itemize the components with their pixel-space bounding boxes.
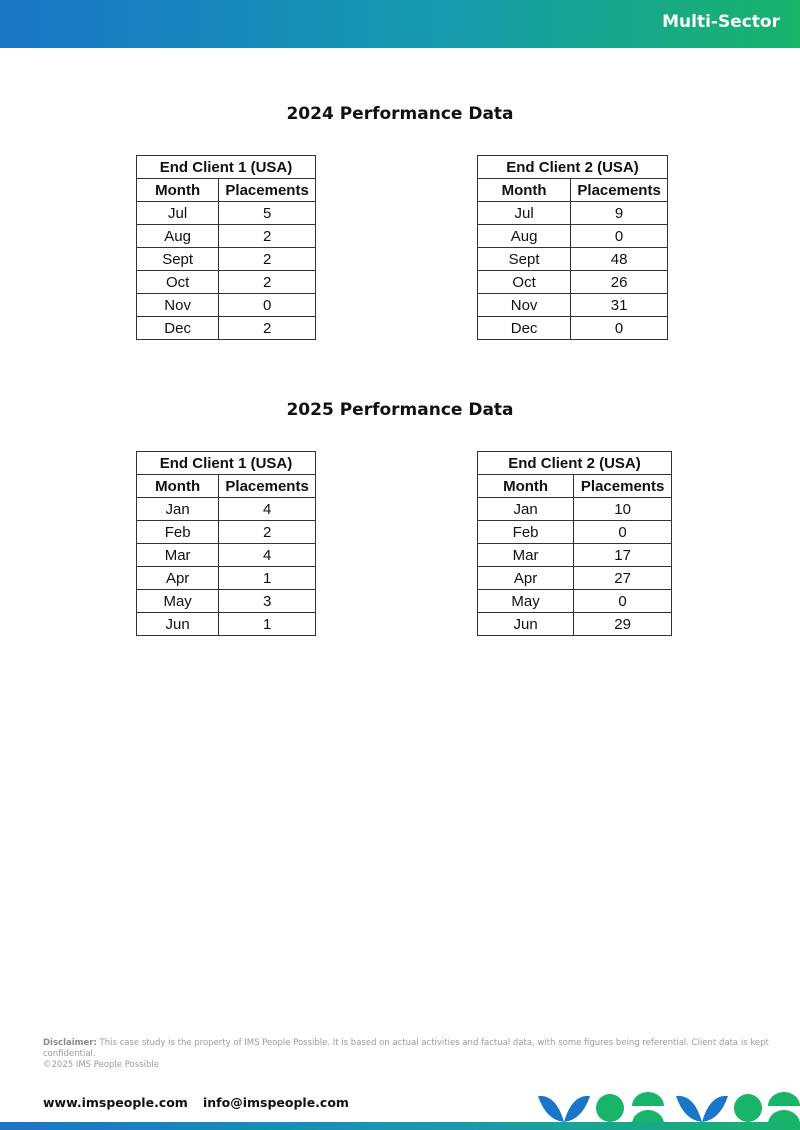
- cell-placements: 29: [574, 613, 672, 636]
- cell-placements: 9: [571, 202, 668, 225]
- email-link[interactable]: info@imspeople.com: [203, 1095, 349, 1110]
- cell-placements: 1: [219, 613, 316, 636]
- table-row: [478, 613, 672, 636]
- section-title-2024: 2024 Performance Data: [286, 104, 514, 124]
- table-2024-client-2: [477, 155, 668, 340]
- cell-placements: 2: [219, 271, 316, 294]
- table-row: [137, 248, 316, 271]
- cell-placements: 10: [574, 498, 672, 521]
- table-row: [478, 225, 668, 248]
- cell-month: Sept: [478, 248, 571, 271]
- table-row: [137, 271, 316, 294]
- disclaimer: [43, 1038, 773, 1071]
- cell-month: Feb: [137, 521, 219, 544]
- table-row: [478, 248, 668, 271]
- cell-month: Oct: [137, 271, 219, 294]
- cell-placements: 48: [571, 248, 668, 271]
- column-header-placements: Placements: [219, 179, 316, 202]
- cell-month: Jul: [478, 202, 571, 225]
- table-caption: End Client 2 (USA): [478, 452, 672, 475]
- cell-month: Dec: [137, 317, 219, 340]
- cell-placements: 0: [574, 521, 672, 544]
- cell-placements: 2: [219, 521, 316, 544]
- table-row: [137, 521, 316, 544]
- cell-placements: 0: [219, 294, 316, 317]
- table-row: [478, 590, 672, 613]
- column-header-placements: Placements: [571, 179, 668, 202]
- cell-placements: 3: [219, 590, 316, 613]
- website-link[interactable]: www.imspeople.com: [43, 1095, 188, 1110]
- header-title: Multi-Sector: [662, 12, 780, 32]
- table-caption: End Client 1 (USA): [137, 452, 316, 475]
- disclaimer-text: This case study is the property of IMS People Possible. It is based on actual activities and factual data, with some figures being referential. Client data is kept confidential.: [43, 1038, 769, 1059]
- cell-month: Jul: [137, 202, 219, 225]
- table-row: [478, 294, 668, 317]
- table-row: [137, 590, 316, 613]
- cell-placements: 17: [574, 544, 672, 567]
- column-header-placements: Placements: [219, 475, 316, 498]
- cell-month: Jun: [137, 613, 219, 636]
- cell-month: May: [478, 590, 574, 613]
- header-bar: [0, 0, 800, 48]
- cell-month: Aug: [478, 225, 571, 248]
- table-row: [137, 317, 316, 340]
- cell-placements: 0: [571, 317, 668, 340]
- cell-month: Jan: [478, 498, 574, 521]
- table-row: [478, 567, 672, 590]
- table-row: [137, 498, 316, 521]
- cell-month: Mar: [478, 544, 574, 567]
- table-row: [478, 202, 668, 225]
- disclaimer-label: Disclaimer:: [43, 1038, 97, 1048]
- cell-placements: 2: [219, 225, 316, 248]
- table-2025-client-1: [136, 451, 316, 636]
- cell-placements: 5: [219, 202, 316, 225]
- cell-placements: 1: [219, 567, 316, 590]
- table-2024-client-1: [136, 155, 316, 340]
- cell-placements: 4: [219, 544, 316, 567]
- cell-placements: 26: [571, 271, 668, 294]
- cell-month: Jan: [137, 498, 219, 521]
- cell-placements: 2: [219, 317, 316, 340]
- column-header-month: Month: [137, 475, 219, 498]
- cell-month: Jun: [478, 613, 574, 636]
- table-caption: End Client 1 (USA): [137, 156, 316, 179]
- table-row: [478, 498, 672, 521]
- table-row: [137, 225, 316, 248]
- footer-bar: [0, 1122, 800, 1130]
- column-header-month: Month: [137, 179, 219, 202]
- column-header-month: Month: [478, 179, 571, 202]
- table-row: [478, 544, 672, 567]
- cell-placements: 4: [219, 498, 316, 521]
- section-title-2025: 2025 Performance Data: [286, 400, 514, 420]
- cell-month: Aug: [137, 225, 219, 248]
- column-header-month: Month: [478, 475, 574, 498]
- table-row: [137, 544, 316, 567]
- brand-logo-icon: [536, 1088, 800, 1124]
- table-row: [478, 521, 672, 544]
- table-row: [137, 202, 316, 225]
- cell-month: Dec: [478, 317, 571, 340]
- table-row: [137, 613, 316, 636]
- table-caption: End Client 2 (USA): [478, 156, 668, 179]
- cell-month: Mar: [137, 544, 219, 567]
- cell-month: Sept: [137, 248, 219, 271]
- table-row: [478, 317, 668, 340]
- table-row: [478, 271, 668, 294]
- cell-month: May: [137, 590, 219, 613]
- cell-placements: 2: [219, 248, 316, 271]
- cell-month: Apr: [137, 567, 219, 590]
- cell-month: Feb: [478, 521, 574, 544]
- cell-placements: 27: [574, 567, 672, 590]
- column-header-placements: Placements: [574, 475, 672, 498]
- table-row: [137, 294, 316, 317]
- cell-month: Nov: [137, 294, 219, 317]
- cell-month: Nov: [478, 294, 571, 317]
- cell-placements: 0: [574, 590, 672, 613]
- cell-placements: 31: [571, 294, 668, 317]
- table-2025-client-2: [477, 451, 672, 636]
- cell-placements: 0: [571, 225, 668, 248]
- table-row: [137, 567, 316, 590]
- copyright: ©2025 IMS People Possible: [43, 1060, 159, 1070]
- cell-month: Oct: [478, 271, 571, 294]
- cell-month: Apr: [478, 567, 574, 590]
